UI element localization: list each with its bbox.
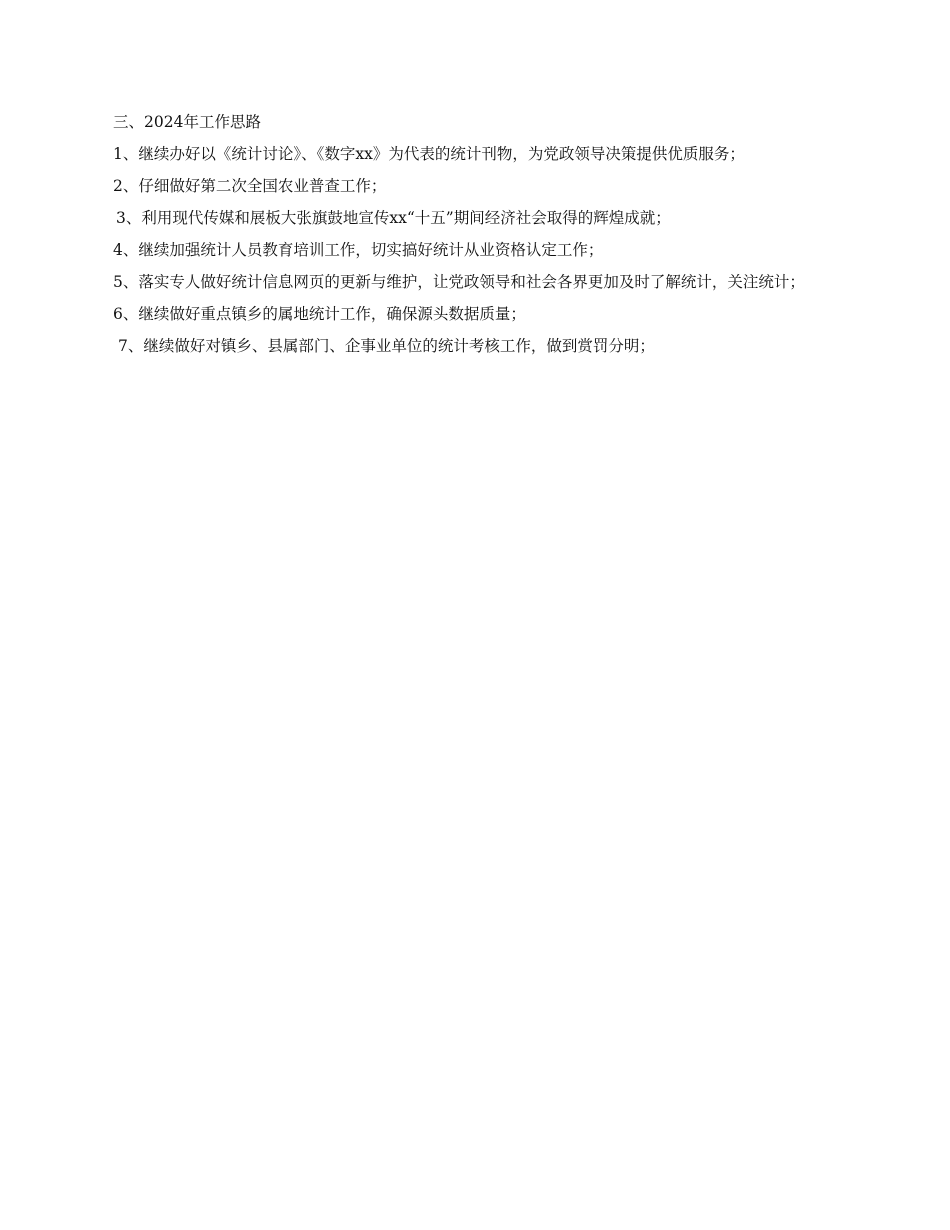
section-heading: 三、2024年工作思路 bbox=[113, 113, 261, 131]
list-item-1: 1、继续办好以《统计讨论》、《数字xx》为代表的统计刊物，为党政领导决策提供优质服务； bbox=[113, 145, 745, 163]
list-item-4: 4、继续加强统计人员教育培训工作，切实搞好统计从业资格认定工作； bbox=[113, 241, 604, 259]
list-item-7: 7、继续做好对镇乡、县属部门、企事业单位的统计考核工作，做到赏罚分明； bbox=[118, 337, 655, 355]
list-item-5: 5、落实专人做好统计信息网页的更新与维护，让党政领导和社会各界更加及时了解统计，关注统计； bbox=[113, 273, 805, 291]
list-item-3: 3、利用现代传媒和展板大张旗鼓地宣传xx“十五”期间经济社会取得的辉煌成就； bbox=[116, 209, 671, 227]
document-body bbox=[113, 112, 838, 368]
list-item-6: 6、继续做好重点镇乡的属地统计工作，确保源头数据质量； bbox=[113, 305, 526, 323]
list-item-2: 2、仔细做好第二次全国农业普查工作； bbox=[113, 177, 387, 195]
